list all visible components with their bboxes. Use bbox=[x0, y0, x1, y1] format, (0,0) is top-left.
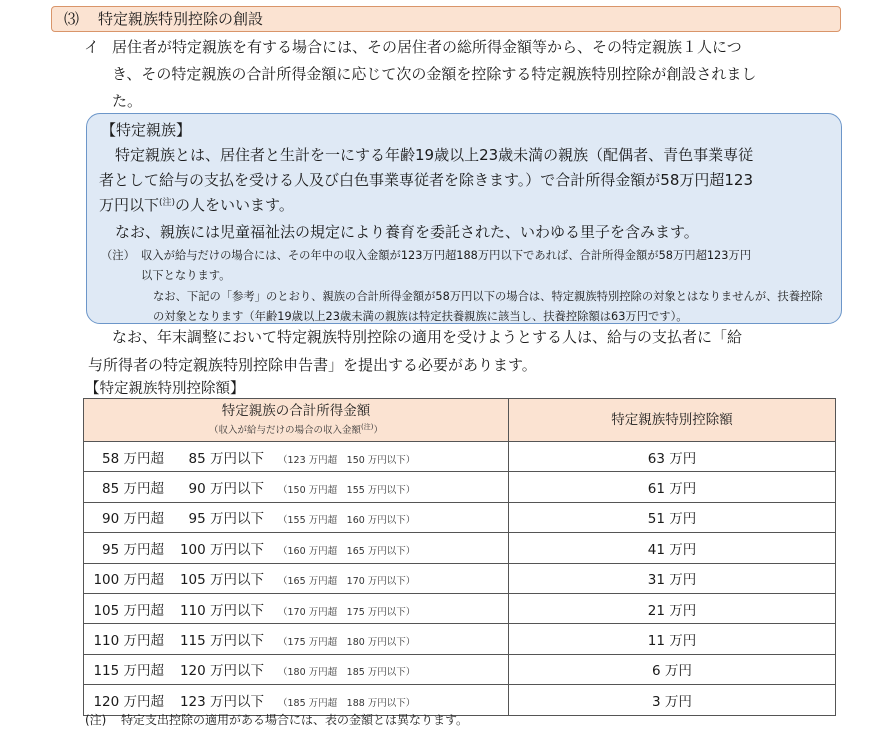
definition-line-1: 特定親族とは、居住者と生計を一にする年齢19歳以上23歳未満の親族（配偶者、青色事業専従 bbox=[115, 146, 754, 164]
footnote-mark: (注) bbox=[85, 713, 107, 727]
deduction-amount: 61 万円 bbox=[509, 472, 836, 502]
range-low: 85 万円超 bbox=[102, 481, 164, 498]
footnote-text: 特定支出控除の適用がある場合には、表の金額とは異なります。 bbox=[121, 713, 469, 727]
deduction-amount: 31 万円 bbox=[509, 563, 836, 593]
range-high: 115 万円以下 bbox=[179, 633, 264, 650]
range-high: 95 万円以下 bbox=[188, 511, 264, 528]
header-income: 特定親族の合計所得金額 （収入が給与だけの場合の収入金額$^{(注)}$） bbox=[84, 399, 509, 442]
section-title: 特定親族特別控除の創設 bbox=[98, 10, 264, 28]
table-row bbox=[84, 654, 836, 684]
range-salary: （165 万円超 170 万円以下） bbox=[278, 576, 416, 588]
intro-line-2: き、その特定親族の合計所得金額に応じて次の金額を控除する特定親族特別控除が創設されまし bbox=[112, 65, 757, 83]
range-salary: （160 万円超 165 万円以下） bbox=[278, 545, 416, 557]
note2-paragraph bbox=[88, 323, 852, 379]
definition-line-2: 者として給与の支払を受ける人及び白色事業専従者を除きます。）で合計所得金額が58万円超123 bbox=[99, 171, 754, 189]
note-mark: （注） bbox=[101, 249, 135, 262]
range-high: 100 万円以下 bbox=[179, 541, 264, 558]
income-range bbox=[84, 654, 509, 684]
deduction-amount: 6 万円 bbox=[509, 654, 836, 684]
definition-heading: 【特定親族】 bbox=[101, 121, 192, 139]
definition-note-1: （注） 収入が給与だけの場合には、その年中の収入金額が123万円超188万円以下であれば、合計所得金額が58万円超123万円 bbox=[101, 249, 752, 262]
income-range bbox=[84, 624, 509, 654]
table-header-row bbox=[84, 399, 836, 442]
range-low: 110 万円超 bbox=[93, 633, 164, 650]
range-salary: （180 万円超 185 万円以下） bbox=[278, 667, 416, 679]
table-row bbox=[84, 502, 836, 532]
range-low: 105 万円超 bbox=[93, 602, 164, 619]
definition-line-5: なお、親族には児童福祉法の規定により養育を委託された、いわゆる里子を含みます。 bbox=[115, 223, 699, 241]
range-high: 85 万円以下 bbox=[188, 450, 264, 467]
header-deduction: 特定親族特別控除額 bbox=[509, 399, 836, 442]
table-row bbox=[84, 593, 836, 623]
range-low: 95 万円超 bbox=[102, 541, 164, 558]
range-low: 90 万円超 bbox=[102, 511, 164, 528]
deduction-amount: 11 万円 bbox=[509, 624, 836, 654]
income-range bbox=[84, 472, 509, 502]
range-salary: （155 万円超 160 万円以下） bbox=[278, 515, 416, 527]
intro-line-1: イ 居住者が特定親族を有する場合には、その居住者の総所得金額等から、その特定親族１人につ bbox=[84, 34, 844, 61]
range-low: 100 万円超 bbox=[93, 572, 164, 589]
range-salary: （185 万円超 188 万円以下） bbox=[278, 697, 416, 709]
range-salary: （150 万円超 155 万円以下） bbox=[278, 485, 416, 497]
table-row bbox=[84, 442, 836, 472]
deduction-amount: 21 万円 bbox=[509, 593, 836, 623]
intro-line-3: た。 bbox=[112, 92, 143, 110]
deduction-amount: 51 万円 bbox=[509, 502, 836, 532]
deduction-amount: 41 万円 bbox=[509, 533, 836, 563]
range-low: 120 万円超 bbox=[93, 693, 164, 710]
intro-marker: イ bbox=[84, 38, 100, 56]
range-salary: （175 万円超 180 万円以下） bbox=[278, 637, 416, 649]
definition-line-3: 万円以下$^{(注)}$の人をいいます。 bbox=[99, 196, 294, 214]
deduction-table bbox=[83, 398, 836, 716]
income-range bbox=[84, 593, 509, 623]
definition-note-2: 以下となります。 bbox=[141, 269, 231, 282]
intro-paragraph bbox=[84, 34, 844, 115]
section-header bbox=[51, 6, 841, 32]
table-row bbox=[84, 533, 836, 563]
deduction-amount: 3 万円 bbox=[509, 685, 836, 715]
income-range bbox=[84, 442, 509, 472]
range-low: 58 万円超 bbox=[102, 450, 164, 467]
range-high: 110 万円以下 bbox=[179, 602, 264, 619]
range-salary: （123 万円超 150 万円以下） bbox=[278, 454, 416, 466]
range-salary: （170 万円超 175 万円以下） bbox=[278, 606, 416, 618]
income-range bbox=[84, 502, 509, 532]
table-title: 【特定親族特別控除額】 bbox=[85, 381, 245, 397]
range-high: 90 万円以下 bbox=[188, 481, 264, 498]
range-high: 120 万円以下 bbox=[179, 663, 264, 680]
income-range bbox=[84, 563, 509, 593]
note-reference: (注) bbox=[159, 198, 176, 208]
section-number: ⑶ bbox=[64, 10, 80, 28]
table-row bbox=[84, 563, 836, 593]
note2-line-2: 与所得者の特定親族特別控除申告書」を提出する必要があります。 bbox=[88, 356, 537, 374]
range-low: 115 万円超 bbox=[93, 663, 164, 680]
deduction-amount: 63 万円 bbox=[509, 442, 836, 472]
income-range bbox=[84, 533, 509, 563]
range-high: 123 万円以下 bbox=[179, 693, 264, 710]
definition-note-3: なお、下記の「参考」のとおり、親族の合計所得金額が58万円以下の場合は、特定親族特別控除の対象とはなりませんが、扶養控除の対象となります（年齢19歳以上23歳未満の親族は特定扶養親族に該当し、扶養控除額は63万円です）。 bbox=[153, 290, 823, 323]
range-high: 105 万円以下 bbox=[179, 572, 264, 589]
footnote bbox=[85, 711, 468, 728]
table-row bbox=[84, 472, 836, 502]
definition-box bbox=[86, 113, 842, 324]
table-row bbox=[84, 624, 836, 654]
note2-line-1: なお、年末調整において特定親族特別控除の適用を受けようとする人は、給与の支払者に「給 bbox=[112, 328, 743, 346]
